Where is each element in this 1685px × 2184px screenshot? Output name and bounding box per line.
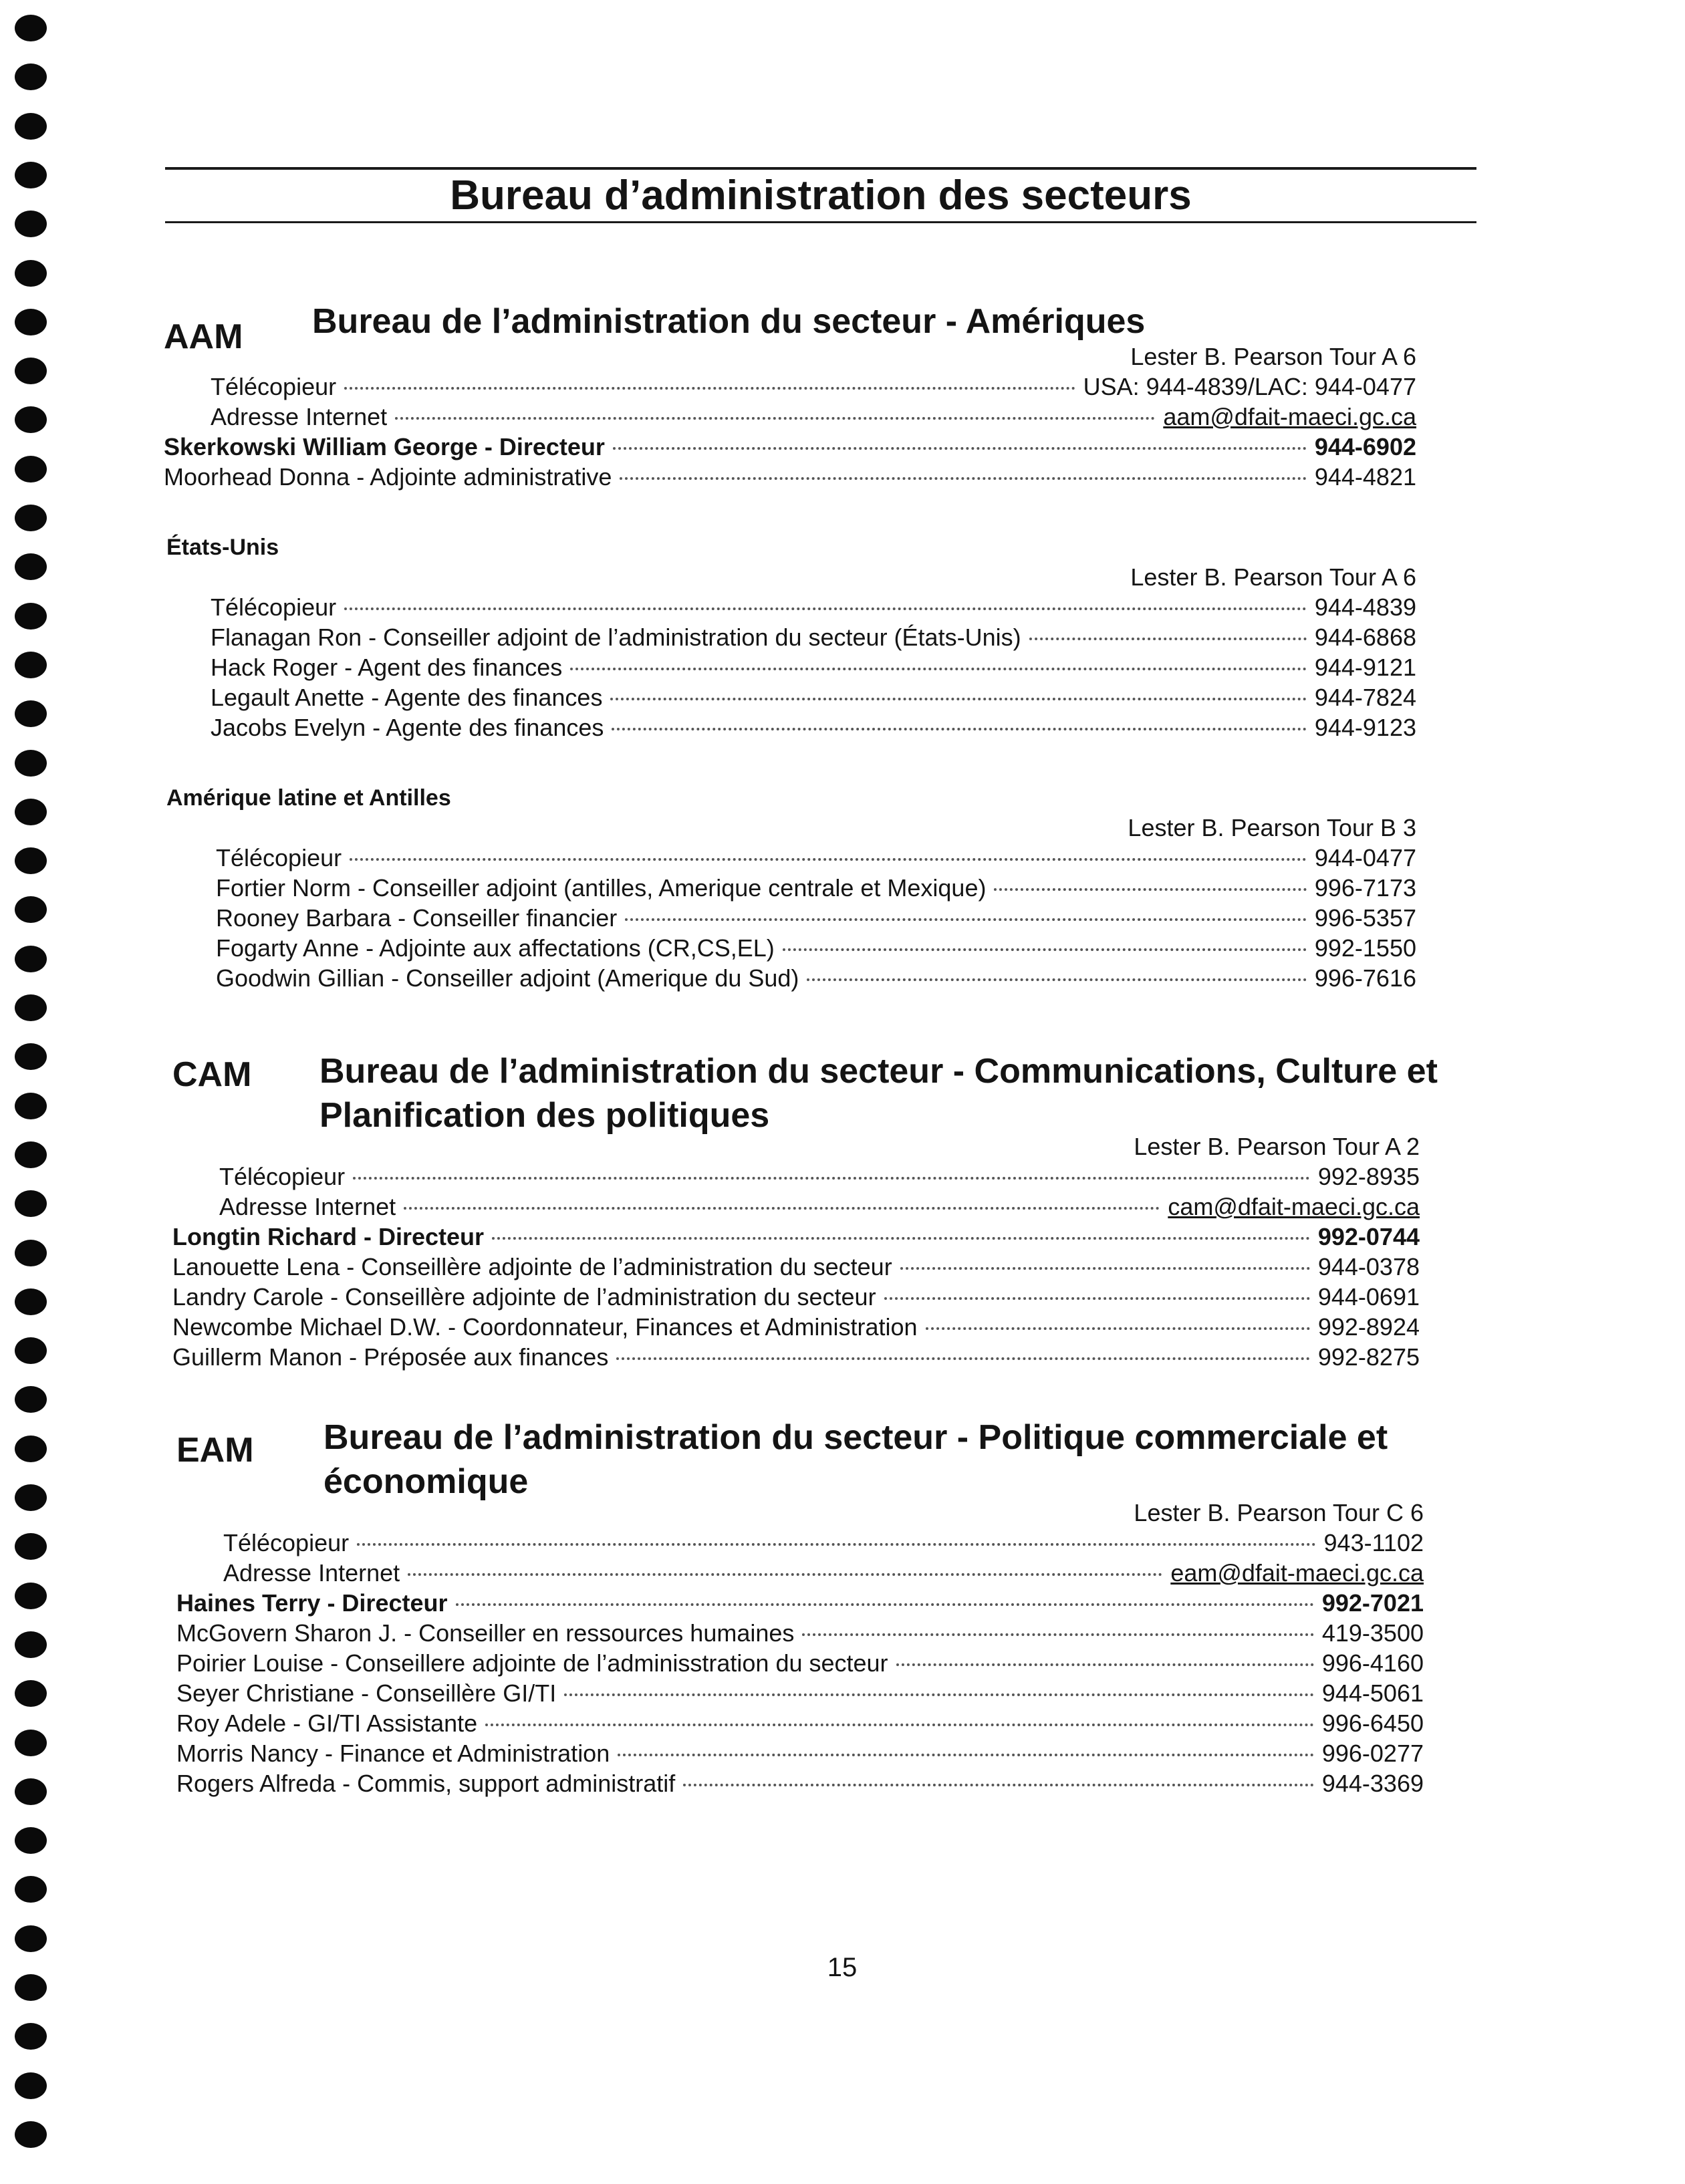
leader-dots [802,1633,1313,1636]
row-label: Adresse Internet [223,1559,400,1587]
binder-hole [15,1533,47,1560]
binder-hole [15,1583,47,1609]
leader-dots [625,918,1307,921]
internet-row [172,1192,1437,1222]
fax-row [164,592,1434,622]
staff-row [164,873,1434,903]
row-value: 996-5357 [1314,904,1416,932]
location: Lester B. Pearson Tour A 6 [1130,563,1416,591]
director-row [176,1588,1441,1618]
director-row [172,1222,1437,1252]
leader-dots [900,1267,1310,1270]
row-label: Moorhead Donna - Adjointe administrative [164,463,612,491]
location: Lester B. Pearson Tour A 2 [1134,1133,1420,1160]
binder-hole [15,1043,47,1070]
binder-hole [15,799,47,825]
leader-dots [350,858,1307,861]
director-row [164,432,1434,462]
fax-row [172,1162,1437,1192]
row-label: Newcombe Michael D.W. - Coordonnateur, Finances et Administration [172,1313,918,1341]
leader-dots [926,1327,1310,1330]
leader-dots [683,1784,1314,1786]
leader-dots [456,1603,1314,1606]
row-value: 944-6902 [1314,433,1416,460]
section-cam [172,1049,1437,1372]
row-label: Rooney Barbara - Conseiller financier [216,904,618,932]
row-value: 944-6868 [1314,624,1416,651]
email-link[interactable]: cam@dfait-maeci.gc.ca [1168,1193,1420,1220]
leader-dots [896,1663,1314,1666]
section-title: Bureau de l’administration du secteur - Politique commerciale et économique [323,1418,1388,1501]
row-value: 944-0691 [1317,1283,1420,1311]
staff-row [164,963,1434,993]
title-rule-bottom [165,221,1476,223]
leader-dots [564,1693,1314,1696]
binder-hole [15,2121,47,2148]
row-value: 996-7173 [1314,874,1416,902]
leader-dots [408,1573,1162,1576]
binder-hole [15,15,47,41]
leader-dots [570,668,1307,670]
page-number: 15 [827,1953,858,1982]
leader-dots [616,1357,1310,1360]
staff-row [164,712,1434,742]
row-label: Télécopieur [211,593,337,621]
binder-hole [15,1093,47,1119]
leader-dots [344,607,1307,610]
leader-dots [620,477,1306,480]
binder-hole [15,652,47,678]
staff-row [164,652,1434,682]
internet-row [176,1558,1441,1588]
staff-row [164,622,1434,652]
row-label: Adresse Internet [219,1193,396,1220]
binder-holes [15,0,55,2184]
staff-row [176,1768,1441,1798]
leader-dots [884,1297,1310,1300]
email-link[interactable]: eam@dfait-maeci.gc.ca [1170,1559,1424,1587]
binder-hole [15,946,47,972]
row-value: 996-6450 [1321,1710,1424,1737]
page-title: Bureau d’administration des secteurs [450,172,1192,219]
staff-row [176,1708,1441,1738]
binder-hole [15,211,47,237]
location: Lester B. Pearson Tour C 6 [1134,1499,1424,1526]
row-label: Roy Adele - GI/TI Assistante [176,1710,478,1737]
row-label: McGovern Sharon J. - Conseiller en ressources humaines [176,1619,795,1647]
row-label: Hack Roger - Agent des finances [211,654,563,681]
binder-hole [15,896,47,923]
row-label: Haines Terry - Directeur [176,1589,448,1617]
leader-dots [994,888,1306,891]
section-code: AAM [164,317,243,356]
staff-row [176,1648,1441,1678]
fax-row [176,1528,1441,1558]
binder-hole [15,1190,47,1217]
section-title: Bureau de l’administration du secteur - Communications, Culture et Planification des politiques [319,1052,1438,1135]
row-value: 944-4839 [1314,593,1416,621]
email-link[interactable]: aam@dfait-maeci.gc.ca [1163,403,1416,430]
row-value: 944-7824 [1314,684,1416,711]
row-value: 996-0277 [1321,1740,1424,1767]
row-label: Fogarty Anne - Adjointe aux affectations (CR,CS,EL) [216,934,775,962]
binder-hole [15,1925,47,1952]
row-value: 944-9123 [1314,714,1416,741]
leader-dots [1029,638,1307,640]
row-label: Skerkowski William George - Directeur [164,433,605,460]
row-value: USA: 944-4839/LAC: 944-0477 [1083,373,1416,400]
row-label: Goodwin Gillian - Conseiller adjoint (Amerique du Sud) [216,964,799,992]
staff-row [176,1618,1441,1648]
subsection-title: Amérique latine et Antilles [166,785,451,811]
row-label: Poirier Louise - Conseillere adjointe de l’adminisstration du secteur [176,1649,888,1677]
binder-hole [15,1730,47,1756]
row-value: 996-4160 [1321,1649,1424,1677]
leader-dots [618,1754,1314,1756]
binder-hole [15,260,47,287]
staff-row [172,1252,1437,1282]
section-header [172,1049,1437,1141]
binder-hole [15,2072,47,2099]
binder-hole [15,456,47,483]
binder-hole [15,113,47,140]
row-label: Lanouette Lena - Conseillère adjointe de l’administration du secteur [172,1253,892,1280]
leader-dots [783,948,1307,951]
binder-hole [15,700,47,727]
location: Lester B. Pearson Tour B 3 [1128,814,1416,841]
staff-row [164,682,1434,712]
leader-dots [613,447,1307,450]
row-label: Télécopieur [223,1529,350,1556]
row-value: 943-1102 [1323,1529,1424,1556]
binder-hole [15,1484,47,1511]
staff-row [164,462,1434,492]
binder-hole [15,603,47,630]
row-label: Adresse Internet [211,403,388,430]
row-value: 944-5061 [1321,1679,1424,1707]
section-code: EAM [176,1431,254,1470]
binder-hole [15,1778,47,1805]
staff-row [172,1282,1437,1312]
binder-hole [15,63,47,90]
row-label: Télécopieur [216,844,342,871]
row-label: Fortier Norm - Conseiller adjoint (antilles, Amerique centrale et Mexique) [216,874,987,902]
row-label: Longtin Richard - Directeur [172,1223,485,1250]
binder-hole [15,1974,47,2001]
binder-hole [15,1436,47,1462]
binder-hole [15,1827,47,1854]
leader-dots [610,698,1306,700]
row-value: 944-9121 [1314,654,1416,681]
row-label: Guillerm Manon - Préposée aux finances [172,1343,609,1371]
staff-row [172,1342,1437,1372]
binder-hole [15,1240,47,1266]
leader-dots [344,387,1075,390]
row-label: Seyer Christiane - Conseillère GI/TI [176,1679,557,1707]
binder-hole [15,1876,47,1903]
row-value: 992-8935 [1317,1163,1420,1190]
row-value: 992-0744 [1317,1223,1420,1250]
staff-row [176,1678,1441,1708]
section-title: Bureau de l’administration du secteur - Amériques [312,302,1146,341]
fax-row [164,843,1434,873]
binder-hole [15,406,47,433]
binder-hole [15,358,47,384]
row-label: Landry Carole - Conseillère adjointe de l’administration du secteur [172,1283,876,1311]
leader-dots [485,1724,1314,1726]
staff-row [164,933,1434,963]
row-value: 996-7616 [1314,964,1416,992]
section-header [164,299,1434,356]
row-value: 419-3500 [1321,1619,1424,1647]
binder-hole [15,1337,47,1364]
binder-hole [15,1141,47,1168]
location: Lester B. Pearson Tour A 6 [1130,343,1416,370]
section-eam [176,1415,1441,1798]
row-value: 944-0378 [1317,1253,1420,1280]
subsection-title: États-Unis [166,535,279,560]
leader-dots [357,1543,1315,1546]
section-header [176,1415,1441,1508]
title-rule-top [165,167,1476,170]
binder-hole [15,750,47,777]
row-value: 944-3369 [1321,1770,1424,1797]
leader-dots [404,1207,1160,1210]
binder-hole [15,2023,47,2050]
section-aam [164,299,1434,993]
row-label: Jacobs Evelyn - Agente des finances [211,714,604,741]
row-value: 992-1550 [1314,934,1416,962]
binder-hole [15,1288,47,1315]
binder-hole [15,309,47,335]
leader-dots [807,978,1306,981]
row-value: 944-0477 [1314,844,1416,871]
binder-hole [15,994,47,1021]
row-label: Legault Anette - Agente des finances [211,684,603,711]
staff-row [176,1738,1441,1768]
row-label: Télécopieur [219,1163,346,1190]
leader-dots [353,1177,1310,1180]
binder-hole [15,847,47,874]
row-label: Morris Nancy - Finance et Administration [176,1740,610,1767]
binder-hole [15,553,47,580]
staff-row [164,903,1434,933]
leader-dots [612,728,1307,730]
row-label: Rogers Alfreda - Commis, support administratif [176,1770,676,1797]
row-label: Flanagan Ron - Conseiller adjoint de l’administration du secteur (États-Unis) [211,624,1021,651]
leader-dots [492,1237,1310,1240]
binder-hole [15,1386,47,1413]
binder-hole [15,1631,47,1658]
binder-hole [15,162,47,188]
internet-row [164,402,1434,432]
staff-row [172,1312,1437,1342]
section-code: CAM [172,1055,252,1094]
row-value: 992-7021 [1321,1589,1424,1617]
row-value: 992-8275 [1317,1343,1420,1371]
leader-dots [395,417,1155,420]
fax-row [164,372,1434,402]
row-value: 992-8924 [1317,1313,1420,1341]
row-value: 944-4821 [1314,463,1416,491]
binder-hole [15,505,47,531]
row-label: Télécopieur [211,373,337,400]
binder-hole [15,1680,47,1707]
